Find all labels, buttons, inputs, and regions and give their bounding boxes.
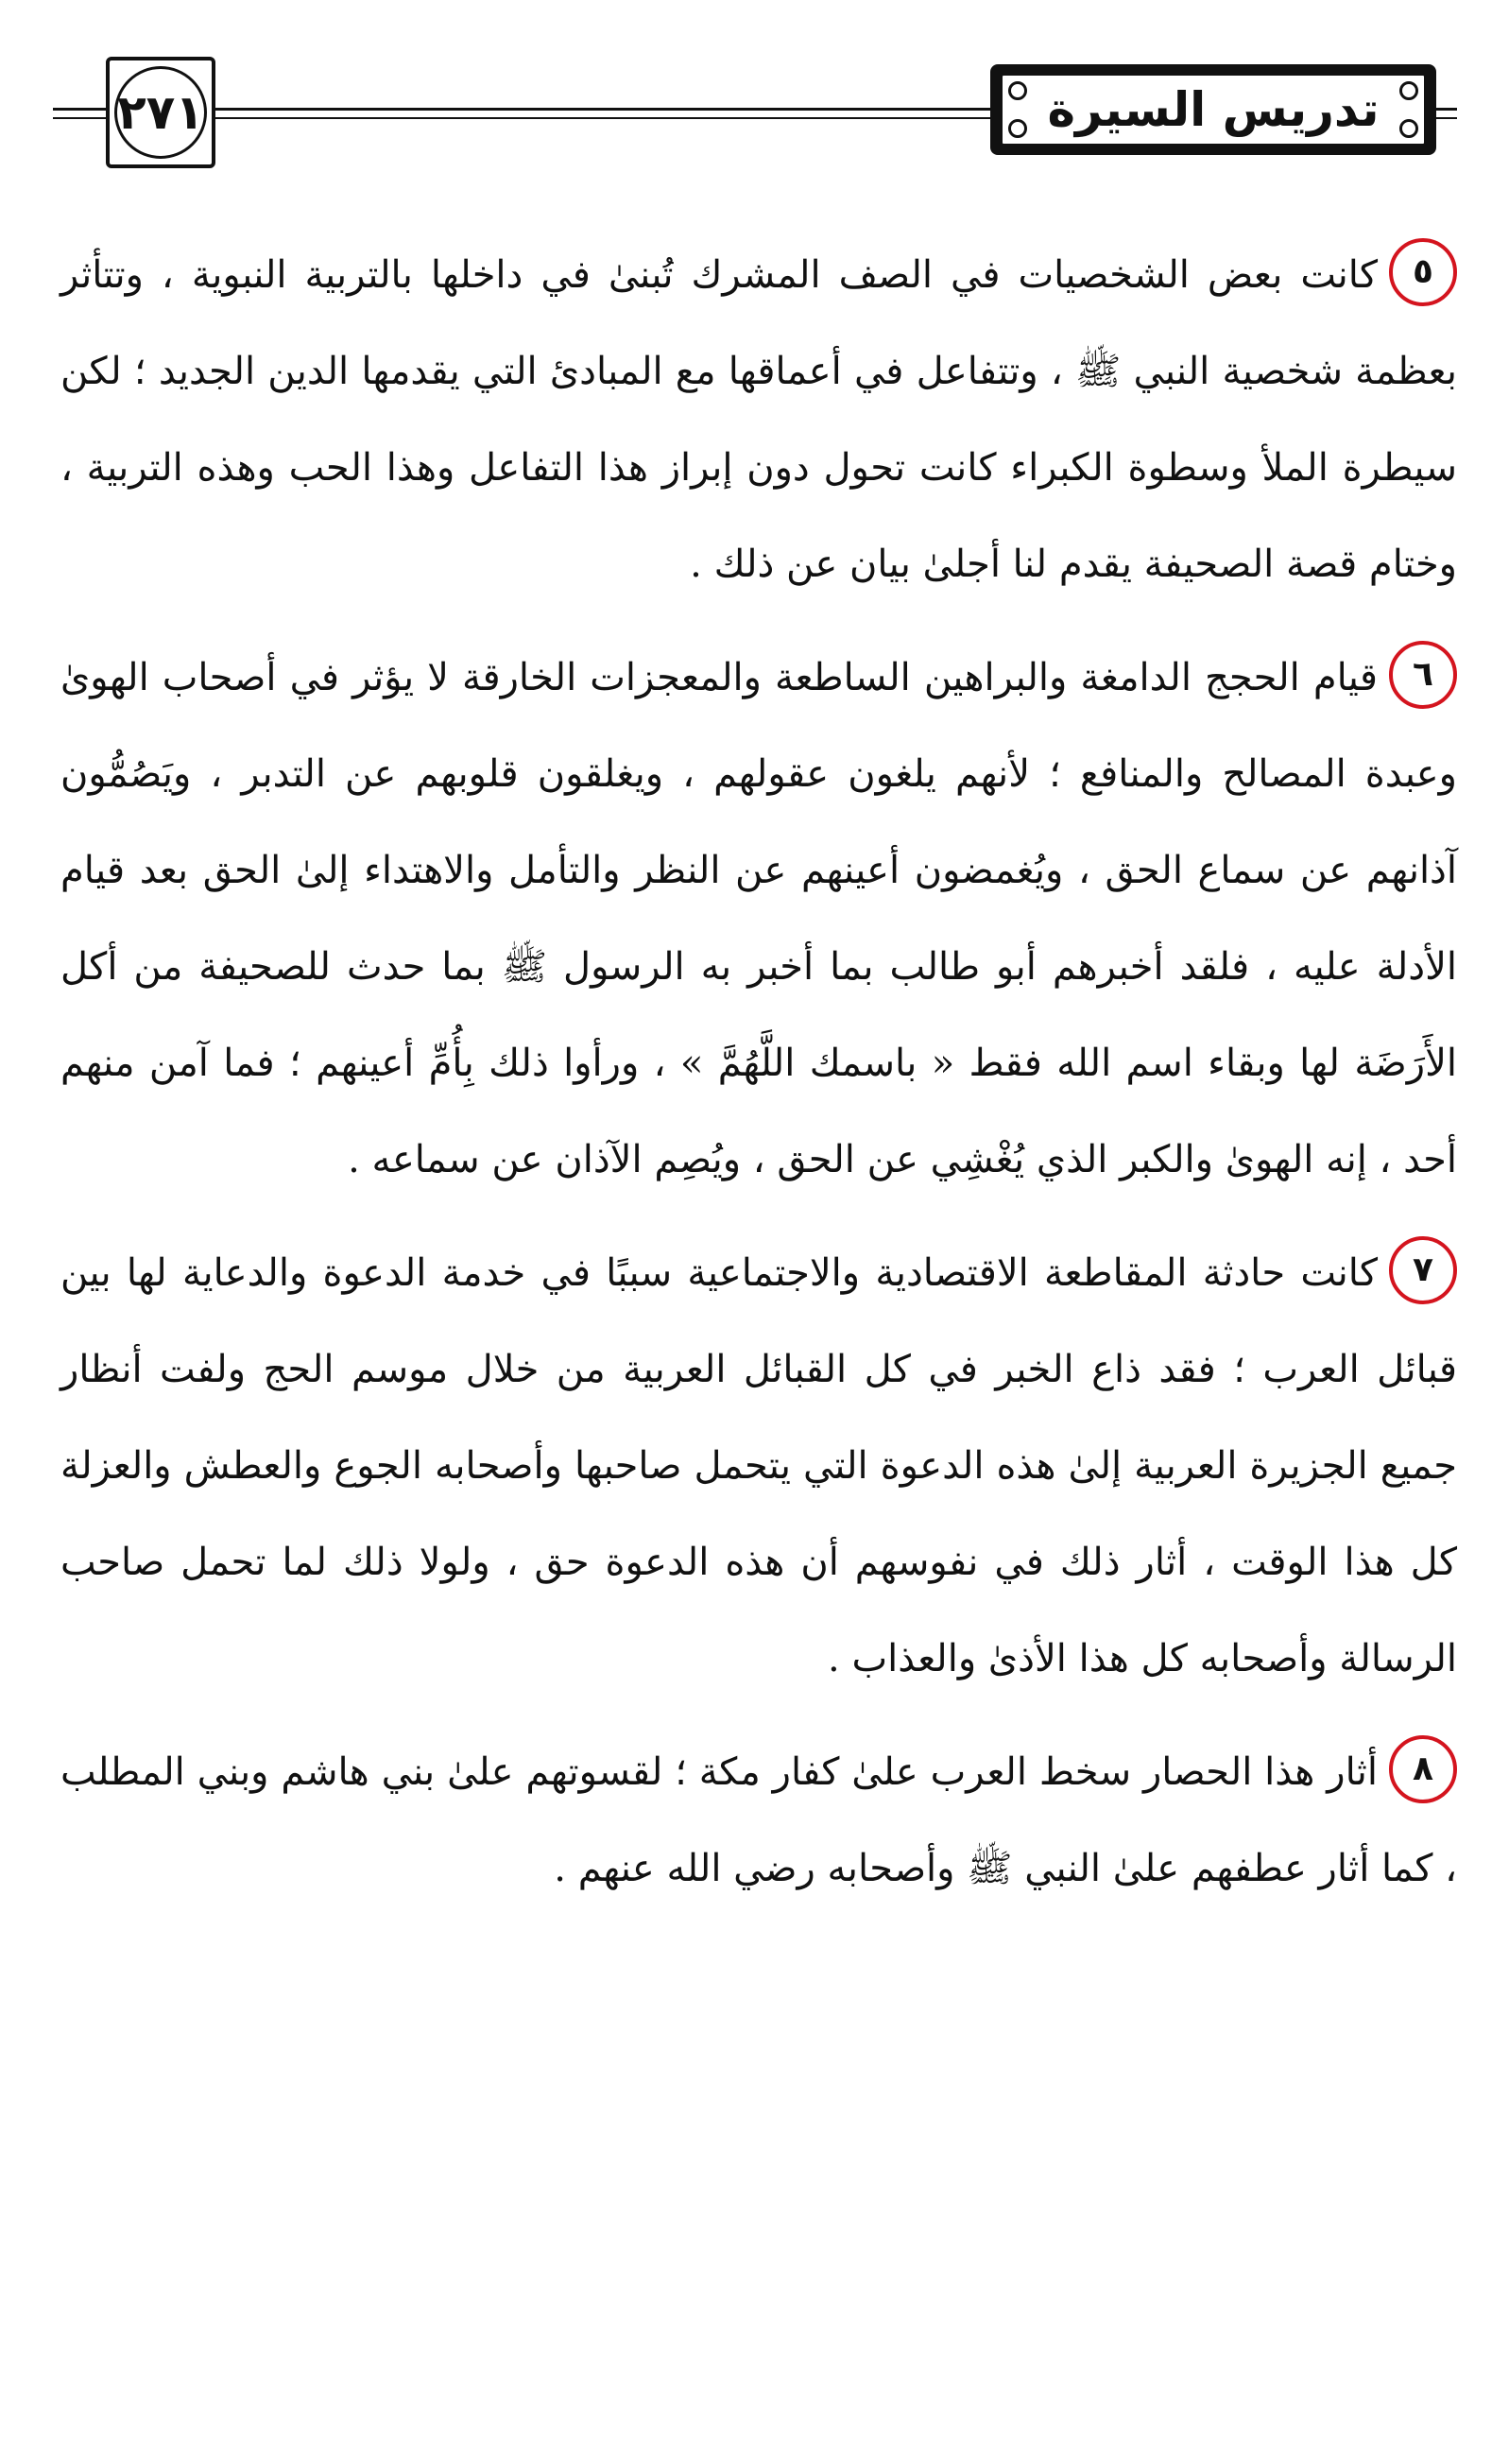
paragraph-5 [60, 227, 1457, 612]
paragraph-number-badge: ٥ [1389, 238, 1457, 306]
running-title: تدريس السيرة [1047, 82, 1380, 137]
paragraph-7 [60, 1225, 1457, 1707]
paragraph-number-badge: ٦ [1389, 641, 1457, 709]
paragraph-number-badge: ٧ [1389, 1236, 1457, 1304]
header-rule-right-bottom [1436, 117, 1457, 119]
running-title-panel [1000, 73, 1427, 146]
paragraph-text: كانت حادثة المقاطعة الاقتصادية والاجتماعية سببًا في خدمة الدعوة والدعاية لها بين قبائل العرب ؛ فقد ذاع الخبر في كل القبائل العربية من خلال موسم الحج ولفت أنظار جميع الجزيرة العربية إلىٰ هذه الدعوة التي يتحمل صاحبها وأصحابه الجوع والعطش والعزلة كل هذا الوقت ، أثار ذلك في نفوسهم أن هذه الدعوة حق ، ولولا ذلك لما تحمل صاحب الرسالة وأصحابه كل هذا الأذىٰ والعذاب . [60, 1251, 1457, 1680]
ornament-corner-icon [1399, 81, 1418, 100]
page-body [60, 227, 1457, 1934]
page-number-frame [106, 57, 215, 168]
paragraph-text: أثار هذا الحصار سخط العرب علىٰ كفار مكة ؛ لقسوتهم علىٰ بني هاشم وبني المطلب ، كما أثار عطفهم علىٰ النبي ﷺ وأصحابه رضي الله عنهم . [60, 1750, 1457, 1890]
header-rule-left-bottom [53, 117, 106, 119]
header-rule-left-top [53, 108, 106, 111]
header-rule-middle-bottom [215, 117, 990, 119]
header-rule-right-top [1436, 108, 1457, 111]
paragraph-text: كانت بعض الشخصيات في الصف المشرك تُبنىٰ في داخلها بالتربية النبوية ، وتتأثر بعظمة شخصية النبي ﷺ ، وتتفاعل في أعماقها مع المبادئ التي يقدمها الدين الجديد ؛ لكن سيطرة الملأ وسطوة الكبراء كانت تحول دون إبراز هذا التفاعل وهذا الحب وهذه التربية ، وختام قصة الصحيفة يقدم لنا أجلىٰ بيان عن ذلك . [60, 253, 1457, 586]
ornament-corner-icon [1008, 81, 1027, 100]
paragraph-number-badge: ٨ [1389, 1735, 1457, 1803]
page-number: ٢٧١ [114, 66, 207, 159]
paragraph-8 [60, 1724, 1457, 1917]
paragraph-6 [60, 629, 1457, 1208]
running-title-frame [990, 64, 1436, 155]
ornament-corner-icon [1008, 119, 1027, 138]
page-header [0, 0, 1509, 189]
header-rule-middle-top [215, 108, 990, 111]
paragraph-text: قيام الحجج الدامغة والبراهين الساطعة والمعجزات الخارقة لا يؤثر في أصحاب الهوىٰ وعبدة المصالح والمنافع ؛ لأنهم يلغون عقولهم ، ويغلقون قلوبهم عن التدبر ، ويَصُمُّون آذانهم عن سماع الحق ، ويُغمضون أعينهم عن النظر والتأمل والاهتداء إلىٰ الحق بعد قيام الأدلة عليه ، فلقد أخبرهم أبو طالب بما أخبر به الرسول ﷺ بما حدث للصحيفة من أكل الأَرَضَة لها وبقاء اسم الله فقط « باسمك اللَّهُمَّ » ، ورأوا ذلك بِأُمِّ أعينهم ؛ فما آمن منهم أحد ، إنه الهوىٰ والكبر الذي يُغْشِي عن الحق ، ويُصِم الآذان عن سماعه . [60, 656, 1457, 1181]
ornament-corner-icon [1399, 119, 1418, 138]
